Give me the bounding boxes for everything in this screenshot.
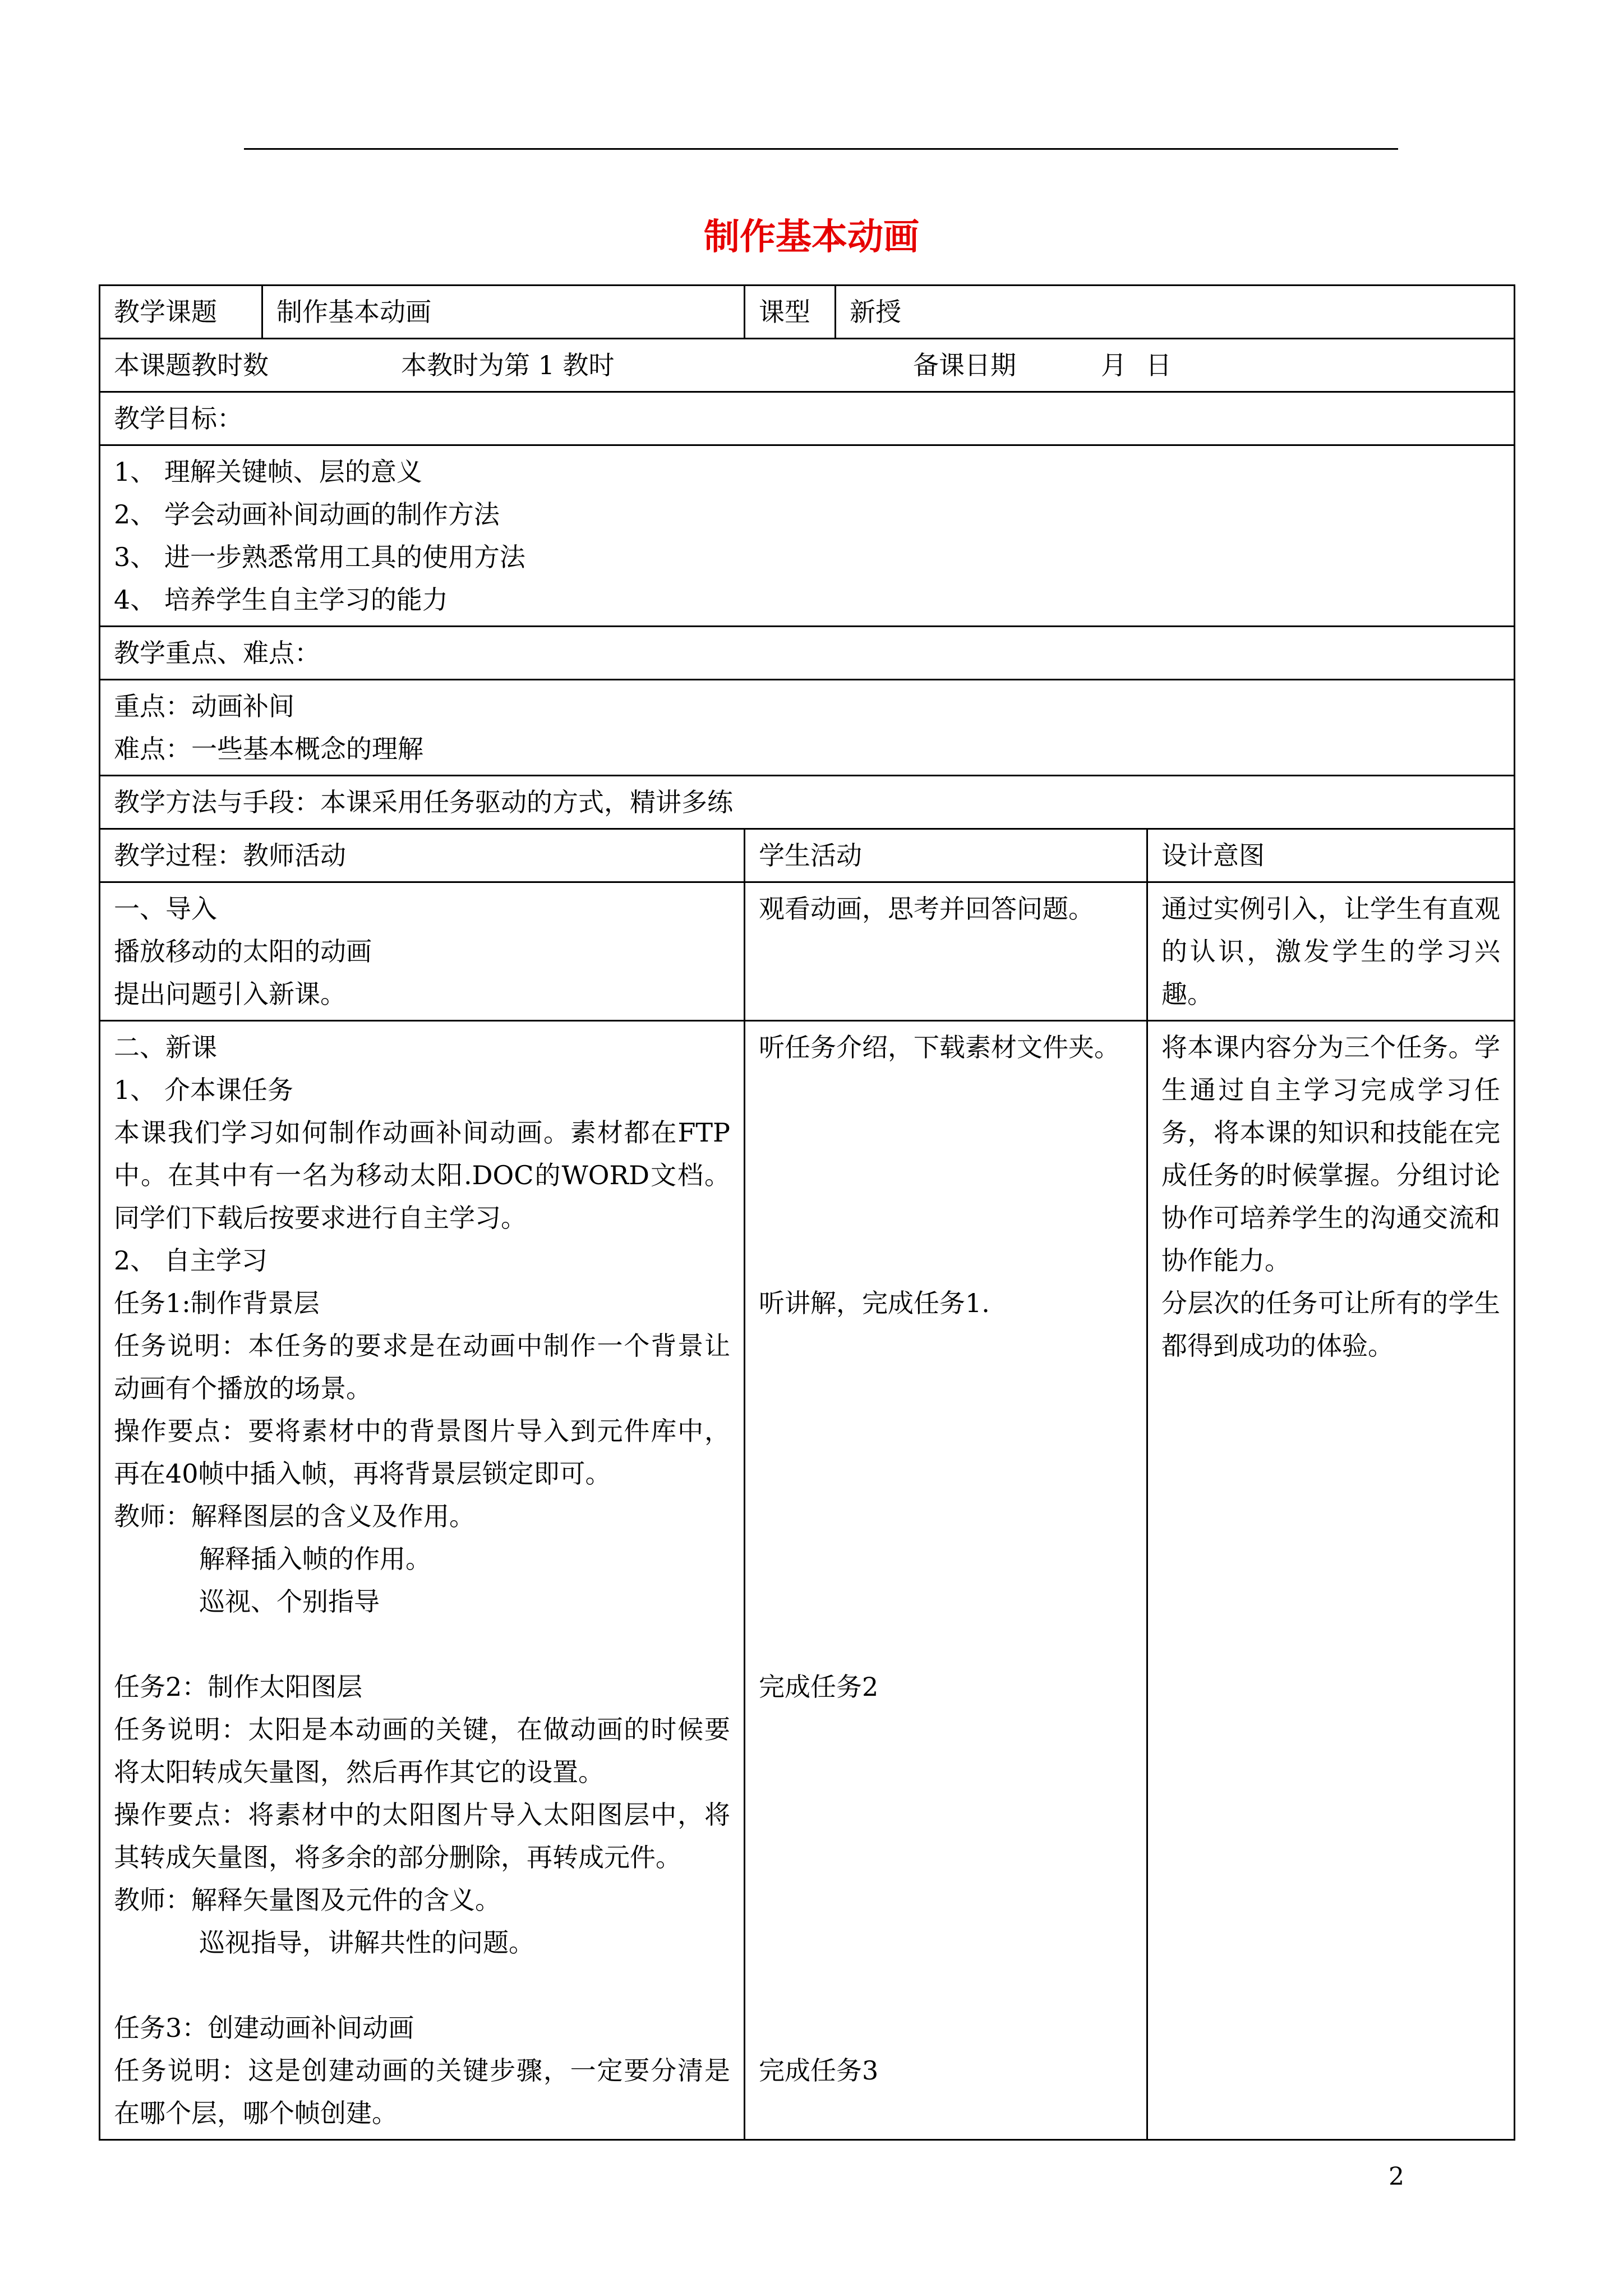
key-point: 重点：动画补间: [114, 691, 294, 721]
objective-item: 4、 培养学生自主学习的能力: [114, 585, 448, 615]
intro-student-text: 观看动画，思考并回答问题。: [759, 894, 1094, 924]
teacher-note: 教师：解释图层的含义及作用。: [114, 1501, 475, 1531]
row-methods: [100, 776, 1515, 829]
teacher-note: 巡视指导，讲解共性的问题。: [199, 1927, 534, 1958]
objectives-header: 教学目标：: [100, 392, 1515, 445]
document-title: 制作基本动画: [704, 217, 919, 258]
teacher-note: 教师：解释矢量图及元件的含义。: [114, 1885, 501, 1915]
prep-date-label: 备课日期: [913, 350, 1016, 380]
row-objectives: [100, 445, 1515, 627]
lesson-plan-table: [99, 284, 1515, 2141]
intro-teacher: [100, 882, 745, 1021]
new-lesson-teacher: [100, 1021, 745, 2140]
new-lesson-intent: [1147, 1021, 1515, 2140]
task-title: 任务3：创建动画补间动画: [114, 2013, 414, 2043]
objective-item: 2、 学会动画补间动画的制作方法: [114, 499, 500, 530]
design-intent-header: 设计意图: [1147, 829, 1515, 882]
intro-student: [745, 882, 1147, 1021]
student-activity: 听任务介绍，下载素材文件夹。: [759, 1032, 1120, 1062]
teacher-note: 解释插入帧的作用。: [199, 1544, 431, 1574]
task-title: 任务2：制作太阳图层: [114, 1672, 363, 1702]
keypoints-header: 教学重点、难点：: [100, 627, 1515, 680]
intro-intent-text: 通过实例引入，让学生有直观的认识，激发学生的学习兴趣。: [1161, 894, 1501, 1009]
task-description: 任务说明：太阳是本动画的关键，在做动画的时候要将太阳转成矢量图，然后再作其它的设置。: [114, 1714, 730, 1787]
row-topic: [100, 286, 1515, 339]
new-lesson-heading: 二、新课: [114, 1032, 217, 1062]
prep-day: 日: [1146, 350, 1172, 380]
design-intent: 分层次的任务可让所有的学生都得到成功的体验。: [1161, 1288, 1501, 1361]
row-process-headers: [100, 829, 1515, 882]
type-label: 课型: [745, 286, 836, 339]
teacher-note: 巡视、个别指导: [199, 1586, 380, 1617]
prep-month: 月: [1101, 350, 1127, 380]
topic-value: 制作基本动画: [262, 286, 745, 339]
intro-line: 提出问题引入新课。: [114, 979, 346, 1009]
row-keypoints-header: [100, 627, 1515, 680]
intro-intent: [1147, 882, 1515, 1021]
paragraph: 本课我们学习如何制作动画补间动画。素材都在FTP中。在其中有一名为移动太阳.DOC的WORD文档。同学们下载后按要求进行自主学习。: [114, 1117, 730, 1233]
student-activity-header: 学生活动: [745, 829, 1147, 882]
hours-current: 本教时为第 1 教时: [401, 350, 615, 380]
page-number: 2: [1389, 2162, 1404, 2191]
row-new-lesson: [100, 1021, 1515, 2140]
intro-heading: 一、导入: [114, 894, 217, 924]
student-activity: 听讲解，完成任务1.: [759, 1288, 990, 1318]
task-description: 任务说明：本任务的要求是在动画中制作一个背景让动画有个播放的场景。: [114, 1331, 730, 1404]
header-rule: [244, 148, 1398, 150]
keypoints-content: [100, 680, 1515, 776]
task-operations: 操作要点：将素材中的太阳图片导入太阳图层中，将其转成矢量图，将多余的部分删除，再转成元件。: [114, 1800, 730, 1872]
teaching-methods: 教学方法与手段：本课采用任务驱动的方式，精讲多练: [100, 776, 1515, 829]
hours-label: 本课题教时数: [114, 350, 269, 380]
objective-item: 3、 进一步熟悉常用工具的使用方法: [114, 542, 525, 572]
task-title: 任务1:制作背景层: [114, 1288, 320, 1318]
intro-line: 播放移动的太阳的动画: [114, 936, 372, 967]
hours-cell: [100, 339, 1515, 392]
student-activity: 完成任务2: [759, 1672, 879, 1702]
subheading: 1、 介本课任务: [114, 1075, 293, 1105]
objective-item: 1、 理解关键帧、层的意义: [114, 457, 422, 487]
topic-label: 教学课题: [100, 286, 262, 339]
row-objectives-header: [100, 392, 1515, 445]
new-lesson-student: [745, 1021, 1147, 2140]
row-intro: [100, 882, 1515, 1021]
type-value: 新授: [836, 286, 1515, 339]
design-intent: 将本课内容分为三个任务。学生通过自主学习完成学习任务，将本课的知识和技能在完成任务的时候掌握。分组讨论协作可培养学生的沟通交流和协作能力。: [1161, 1032, 1501, 1276]
teacher-activity-header: 教学过程：教师活动: [100, 829, 745, 882]
task-operations: 操作要点：要将素材中的背景图片导入到元件库中，再在40帧中插入帧，再将背景层锁定即可。: [114, 1416, 730, 1489]
difficult-point: 难点：一些基本概念的理解: [114, 734, 423, 764]
subheading: 2、 自主学习: [114, 1245, 268, 1276]
task-description: 任务说明：这是创建动画的关键步骤，一定要分清是在哪个层，哪个帧创建。: [114, 2055, 730, 2128]
student-activity: 完成任务3: [759, 2055, 879, 2086]
row-hours: [100, 339, 1515, 392]
objectives-list: [100, 445, 1515, 627]
row-keypoints: [100, 680, 1515, 776]
